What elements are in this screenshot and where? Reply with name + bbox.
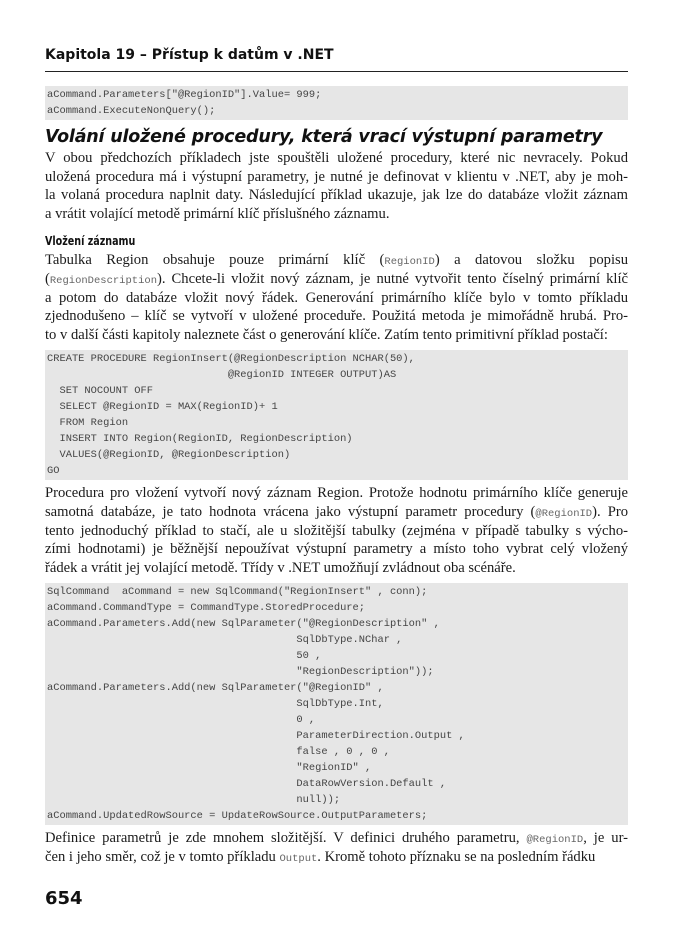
text-line [45,205,628,224]
text-run: Procedura pro vložení vytvoří nový záznam Region. Protože hodnotu primárního klíče generuje [45,485,628,502]
text-line [45,149,628,168]
page-number: 654 [45,888,83,909]
text-line [45,326,628,345]
code-line: VALUES(@RegionID, @RegionDescription) [47,449,291,462]
paragraph [45,829,628,866]
text-run: a vrátit volající metodě primární klíč příslušného záznamu. [45,205,390,222]
text-line [45,307,628,326]
text-line [45,251,628,270]
code-line: aCommand.UpdatedRowSource = UpdateRowSource.OutputParameters; [47,810,428,823]
text-line [45,168,628,187]
text-run: Definice parametrů je zde mnohem složitější. V definici druhého parametru, [45,830,527,847]
code-line: SqlDbType.Int, [47,698,384,711]
text-line [45,503,628,522]
code-line: SELECT @RegionID = MAX(RegionID)+ 1 [47,401,278,414]
text-run: Tabulka Region obsahuje pouze primární klíč ( [45,252,385,269]
code-line: @RegionID INTEGER OUTPUT)AS [47,369,397,382]
code-line: aCommand.Parameters.Add(new SqlParameter("@RegionID" , [47,682,384,695]
text-run: zjednodušeno – klíč se vytvoří v uložené proceduře. Použitá metoda je mimořádně hrubá. Pro- [45,308,628,325]
text-run: čen i jeho směr, což je v tomto příkladu [45,848,280,865]
paragraph [45,251,628,344]
code-block [45,86,628,120]
chapter-title: Kapitola 19 – Přístup k datům v .NET [45,47,334,63]
text-run: ). Chcete-li vložit nový záznam, je nutné vytvořit tento číselný primární klíč [157,270,628,287]
paragraph [45,484,628,577]
page-content [45,86,628,871]
code-block [45,583,628,825]
text-line [45,848,628,867]
inline-code: Output [279,852,318,865]
text-run: la volaná procedura naplnit daty. Následující příklad ukazuje, jak lze do databáze vložit záznam [45,187,628,204]
code-line: 0 , [47,714,316,727]
inline-code: RegionID [384,256,435,269]
text-line [45,540,628,559]
text-line [45,484,628,503]
code-line: 50 , [47,650,322,663]
paragraph [45,149,628,223]
code-line: aCommand.Parameters["@RegionID"].Value= 999; [47,89,322,101]
code-line: SqlCommand aCommand = new SqlCommand("RegionInsert" , conn); [47,586,428,599]
text-run: . Kromě tohoto příznaku se na posledním řádku [317,848,596,865]
code-line: SqlDbType.NChar , [47,634,403,647]
text-run: ). Pro [592,503,628,520]
code-block [45,350,628,480]
code-line: INSERT INTO Region(RegionID, RegionDescription) [47,433,353,446]
text-run: tento jednoduchý příklad to stačí, ale u složitější tabulky (zejména v případě tabulky s výcho- [45,522,628,539]
subsection-heading: Vložení záznamu [45,233,136,249]
text-run: V obou předchozích příkladech jste spouštěli uložené procedury, které nic nevracely. Pokud [45,150,628,166]
text-line [45,186,628,205]
inline-code: RegionDescription [49,274,157,287]
text-run: řádek a vrátit jej volající metodě. Třídy v .NET umožňují zvládnout oba scénáře. [45,559,516,576]
inline-code: @RegionID [535,507,593,520]
text-line [45,829,628,848]
code-line: CREATE PROCEDURE RegionInsert(@RegionDescription NCHAR(50), [47,353,415,366]
code-line: aCommand.CommandType = CommandType.StoredProcedure; [47,602,366,615]
section-heading: Volání uložené procedury, která vrací výstupní parametry [45,127,603,147]
text-run: ( [45,270,50,287]
text-run: , je ur- [583,830,629,847]
code-line: null)); [47,794,341,807]
code-line: ParameterDirection.Output , [47,730,465,743]
text-run: zími hodnotami) je běžnější nepoužívat výstupní parametry a místo toho vybrat celý vložený [45,541,628,558]
text-line [45,289,628,308]
code-line: FROM Region [47,417,129,430]
text-run: uložená procedura má i výstupní parametry, je nutné je definovat v klientu v .NET, aby je moh- [45,168,628,185]
code-line: SET NOCOUNT OFF [47,385,154,398]
code-line: false , 0 , 0 , [47,746,390,759]
inline-code: @RegionID [526,834,584,847]
text-line [45,559,628,578]
text-run: to v další části kapitoly naleznete část o generování klíče. Zatím tento primitivní příklad postačí: [45,326,608,343]
text-run: samotná databáze, je tato hodnota vrácena jako výstupní parametr procedury ( [45,503,536,520]
code-line: aCommand.ExecuteNonQuery(); [47,105,216,117]
running-header [45,44,628,72]
code-line: "RegionDescription")); [47,666,434,679]
code-line: "RegionID" , [47,762,372,775]
text-line [45,522,628,541]
code-line: aCommand.Parameters.Add(new SqlParameter("@RegionDescription" , [47,618,440,631]
code-line: GO [47,465,60,478]
text-line [45,270,628,289]
code-line: DataRowVersion.Default , [47,778,447,791]
text-run: a potom do databáze vložit nový řádek. Generování primárního klíče bylo v tomto příkladu [45,289,628,306]
text-run: ) a datovou složku popisu [434,252,628,269]
